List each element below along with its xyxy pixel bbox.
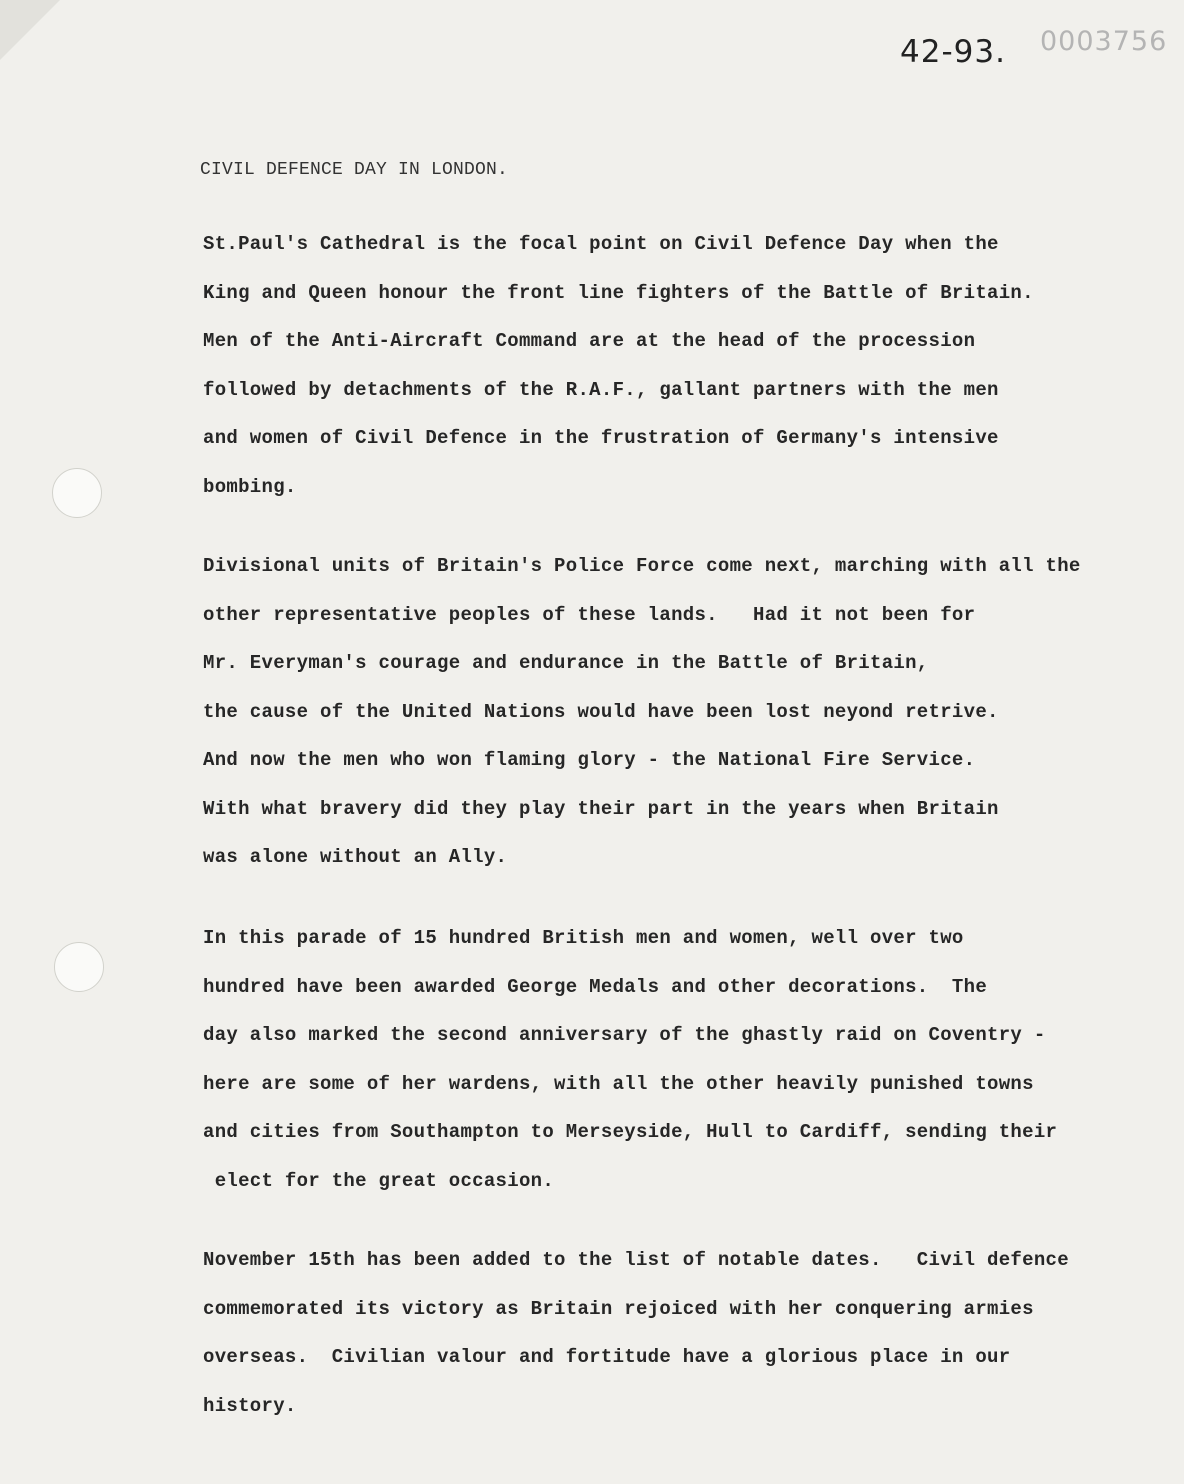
paragraph-2 [203, 542, 1081, 882]
text-line: November 15th has been added to the list of notable dates. Civil defence [203, 1249, 1069, 1271]
text-line: other representative peoples of these lands. Had it not been for [203, 603, 976, 626]
text-line: day also marked the second anniversary of the ghastly raid on Coventry - [203, 1024, 1046, 1046]
text-line: With what bravery did they play their part in the years when Britain [203, 797, 999, 820]
text-line: bombing. [203, 475, 297, 498]
text-line: overseas. Civilian valour and fortitude have a glorious place in our [203, 1346, 1011, 1368]
text-line: was alone without an Ally. [203, 846, 508, 868]
punch-hole [54, 942, 104, 992]
document-title: CIVIL DEFENCE DAY IN LONDON. [200, 160, 509, 180]
text-line: followed by detachments of the R.A.F., gallant partners with the men [203, 378, 999, 401]
text-line: and women of Civil Defence in the frustration of Germany's intensive [203, 427, 999, 449]
text-line: history. [203, 1394, 297, 1417]
reference-number: 42-93. [900, 34, 1006, 70]
text-line: elect for the great occasion. [203, 1169, 555, 1192]
text-line: the cause of the United Nations would have been lost neyond retrive. [203, 700, 999, 723]
paragraph-4 [203, 1236, 1069, 1430]
text-line: Mr. Everyman's courage and endurance in the Battle of Britain, [203, 652, 929, 674]
folded-corner [0, 0, 60, 60]
corner-stamp: 0003756 [1040, 26, 1168, 57]
text-line: In this parade of 15 hundred British men and women, well over two [203, 927, 964, 949]
paragraph-3 [203, 914, 1057, 1205]
text-line: And now the men who won flaming glory - the National Fire Service. [203, 749, 976, 771]
text-line: Men of the Anti-Aircraft Command are at the head of the procession [203, 330, 976, 352]
text-line: here are some of her wardens, with all the other heavily punished towns [203, 1072, 1034, 1095]
text-line: St.Paul's Cathedral is the focal point on Civil Defence Day when the [203, 233, 999, 255]
text-line: Divisional units of Britain's Police Force come next, marching with all the [203, 555, 1081, 577]
text-line: hundred have been awarded George Medals and other decorations. The [203, 975, 988, 998]
text-line: King and Queen honour the front line fighters of the Battle of Britain. [203, 281, 1034, 304]
text-line: commemorated its victory as Britain rejoiced with her conquering armies [203, 1297, 1034, 1320]
text-line: and cities from Southampton to Merseyside, Hull to Cardiff, sending their [203, 1121, 1058, 1143]
paragraph-1 [203, 220, 1034, 511]
punch-hole [52, 468, 102, 518]
